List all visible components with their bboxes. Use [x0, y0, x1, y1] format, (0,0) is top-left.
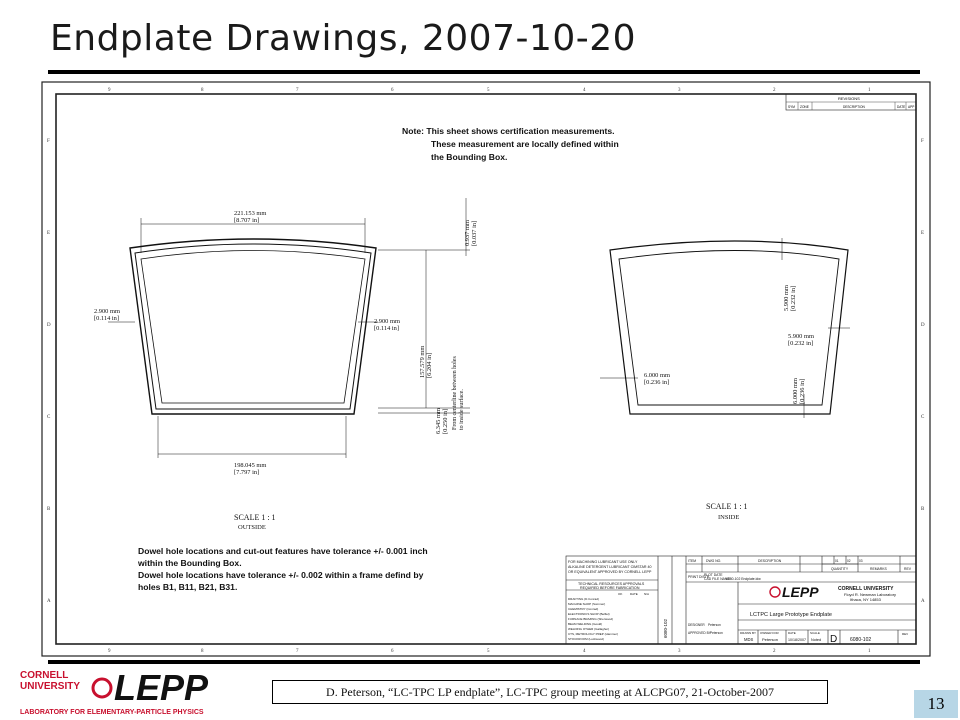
- page-number: 13: [914, 690, 958, 718]
- title-underline: [48, 70, 920, 74]
- zone-col-label: 1: [868, 649, 871, 654]
- dim-inside-right-edge-in: [0.232 in]: [788, 340, 814, 347]
- scale-inside-view: INSIDE: [718, 514, 740, 521]
- note-line: These measurement are locally defined within: [431, 139, 619, 149]
- engineering-drawing: [38, 78, 934, 660]
- approval-col: DATE: [630, 592, 638, 596]
- zone-col-label: 5: [487, 649, 490, 654]
- tolerance-line: holes B1, B11, B21, B31.: [138, 582, 238, 592]
- zone-col-label: 8: [201, 88, 204, 93]
- tolerance-line: within the Bounding Box.: [138, 558, 242, 568]
- logo-wordmark: LEPP: [114, 667, 209, 708]
- approval-row: ELECTRONICS SHOP (Belfiel): [568, 612, 610, 616]
- parts-col: ITEM: [688, 559, 697, 563]
- tolerance-line: Dowel hole locations have tolerance +/- 0.002 within a frame defind by: [138, 570, 424, 580]
- logo-circle-mark: [93, 679, 111, 697]
- side-dwg-no: 6080-102: [663, 618, 668, 638]
- parts-col: REV: [904, 567, 911, 571]
- dim-left-edge: 2.900 mm: [94, 308, 120, 315]
- tolerance-line: Dowel hole locations and cut-out features have tolerance +/- 0.001 inch: [138, 546, 428, 556]
- zone-row-label: D: [47, 323, 51, 328]
- dim-bottom-width: 198.045 mm: [234, 462, 267, 469]
- approval-row: DRAFTING (D.Conrad): [568, 597, 600, 601]
- dim-top-width-in: [8.707 in]: [234, 217, 260, 224]
- centerline-note: to inside surface.: [459, 389, 465, 430]
- logo-university: UNIVERSITY: [20, 681, 81, 692]
- approval-row: FURNACE BRAZING (Sherwood): [568, 617, 614, 621]
- approval-row: STOCKROOM (Lockwood): [568, 637, 604, 641]
- dim-inside-bottom-right: 6.000 mm: [792, 378, 799, 404]
- tb-lab: Floyd R. Newman Laboratory: [844, 592, 897, 597]
- plot-date-label: PLOT DATE: [704, 573, 723, 577]
- zone-row-label: F: [921, 139, 924, 144]
- zone-row-label: D: [921, 323, 925, 328]
- qty-col: 01: [835, 559, 839, 563]
- logo-tagline: LABORATORY FOR ELEMENTARY-PARTICLE PHYSICS: [20, 709, 204, 716]
- zone-col-label: 3: [678, 649, 681, 654]
- tb-part-title: LCTPC Large Prototype Endplate: [750, 612, 832, 618]
- approval-row: WELDING OTHER (Gallagher): [568, 627, 610, 631]
- zone-row-label: C: [921, 415, 925, 420]
- approved-label: APPROVED BY: [688, 631, 711, 635]
- dim-right-edge-in: [0.114 in]: [374, 325, 399, 332]
- tech-resources: TECHNICAL RESOURCES APPROVALS: [578, 582, 645, 586]
- zone-col-label: 3: [678, 88, 681, 93]
- approval-row: BEAM WELDING (Gould): [568, 622, 603, 626]
- revisions-col: APP: [908, 105, 915, 109]
- approval-row: CTS, METROLOGY PREP (Hammer): [568, 632, 619, 636]
- dim-inside-top-right-in: [0.232 in]: [790, 285, 797, 311]
- zone-row-label: B: [47, 507, 51, 512]
- scale-inside: SCALE 1 : 1: [706, 502, 748, 511]
- tb-drawn-by-label: DRAWN BY: [740, 631, 757, 635]
- dim-top-offset: 0.937 mm: [464, 220, 471, 246]
- zone-col-label: 5: [487, 88, 490, 93]
- revisions-col: DATE: [897, 105, 906, 109]
- revisions-header: REVISIONS: [838, 96, 860, 101]
- dim-inside-right-edge: 5.900 mm: [788, 333, 814, 340]
- tb-date: 10/18/2007: [788, 638, 806, 642]
- centerline-note: From centerline between holes: [452, 356, 458, 430]
- footer-citation: D. Peterson, “LC-TPC LP endplate”, LC-TPC group meeting at ALCPG07, 21-October-2007: [272, 680, 828, 704]
- note-line: Note: This sheet shows certification measurements.: [402, 126, 615, 136]
- print-label: PRINT DISTR: [688, 575, 710, 579]
- zone-row-label: F: [47, 139, 50, 144]
- revisions-col: SYM: [788, 105, 795, 109]
- dim-inside-bottom-right-in: [0.236 in]: [799, 378, 806, 404]
- dim-left-edge-in: [0.114 in]: [94, 315, 119, 322]
- zone-col-label: 4: [583, 88, 586, 93]
- tb-city: Ithaca, NY 14853: [850, 597, 881, 602]
- zone-row-label: A: [47, 599, 51, 604]
- qty-col: 02: [847, 559, 851, 563]
- tb-rev-label: REV: [902, 632, 909, 636]
- machining-note: OR EQUIVALENT APPROVED BY CORNELL LEPP: [568, 570, 652, 574]
- parts-col: QUANTITY: [831, 567, 849, 571]
- approval-row: CHEMISTRY (Conrad): [568, 607, 599, 611]
- approval-col: OK: [618, 592, 623, 596]
- tb-scale-label: SCALE: [810, 631, 820, 635]
- dim-bottom-width-in: [7.797 in]: [234, 469, 260, 476]
- parts-col: REMARKS: [870, 567, 887, 571]
- approval-row: MACHINE SHOP (Sommer): [568, 602, 606, 606]
- zone-col-label: 1: [868, 88, 871, 93]
- tb-owner: Peterson: [762, 637, 779, 642]
- machining-note: ALKALINE DETERGENT LUBRICANT CIMSTAR 40: [568, 565, 652, 569]
- logo-cornell: CORNELL: [20, 670, 69, 681]
- dim-inside-left-edge-in: [0.236 in]: [644, 379, 670, 386]
- dim-bottom-offset-in: [0.250 in]: [442, 408, 449, 434]
- cad-file-label: CAD FILE NAME: [704, 577, 730, 581]
- tech-resources: REQUIRED BEFORE FABRICATION: [580, 586, 640, 590]
- approved-value: Peterson: [710, 631, 723, 635]
- qty-col: 03: [859, 559, 863, 563]
- zone-col-label: 2: [773, 649, 776, 654]
- zone-row-label: B: [921, 507, 925, 512]
- dim-right-edge: 2.900 mm: [374, 318, 400, 325]
- zone-col-label: 7: [296, 649, 299, 654]
- dim-height-in: [6.204 in]: [426, 352, 433, 378]
- zone-col-label: 6: [391, 649, 394, 654]
- dim-height: 157.579 mm: [419, 345, 426, 378]
- zone-col-label: 4: [583, 649, 586, 654]
- machining-note: FOR MACHINING LUBRICANT USE ONLY: [568, 560, 638, 564]
- tb-date-label: DATE: [788, 631, 796, 635]
- zone-col-label: 2: [773, 88, 776, 93]
- zone-row-label: E: [47, 231, 51, 236]
- tb-owner-label: OWNER FOR: [760, 631, 779, 635]
- designer-value: Peterson: [708, 623, 721, 627]
- tb-university: CORNELL UNIVERSITY: [838, 586, 894, 592]
- scale-outside-view: OUTSIDE: [238, 524, 266, 531]
- note-line: the Bounding Box.: [431, 152, 508, 162]
- parts-col: DESCRIPTION: [758, 559, 782, 563]
- dim-top-width: 221.153 mm: [234, 210, 267, 217]
- tb-logo-wordmark: LEPP: [782, 584, 819, 600]
- zone-row-label: C: [47, 415, 51, 420]
- zone-col-label: 7: [296, 88, 299, 93]
- approval-col: N/A: [644, 592, 650, 596]
- dim-bottom-offset: 6.345 mm: [435, 408, 442, 434]
- scale-outside: SCALE 1 : 1: [234, 513, 276, 522]
- cad-file-value: 6080-102 Endplate.idw: [726, 577, 761, 581]
- parts-col: DWG NO.: [706, 559, 722, 563]
- zone-col-label: 9: [108, 649, 111, 654]
- slide-title: Endplate Drawings, 2007-10-20: [50, 18, 637, 59]
- dim-inside-top-right: 5.900 mm: [783, 285, 790, 311]
- revisions-col: ZONE: [800, 105, 809, 109]
- tb-size: D: [830, 634, 838, 645]
- zone-row-label: A: [921, 599, 925, 604]
- designer-label: DESIGNER: [688, 623, 705, 627]
- zone-col-label: 9: [108, 88, 111, 93]
- tb-scale: Noted: [811, 638, 822, 642]
- tb-dwg-no: 6080-102: [850, 637, 872, 643]
- zone-col-label: 8: [201, 649, 204, 654]
- dim-top-offset-in: [0.037 in]: [471, 220, 478, 246]
- zone-row-label: E: [921, 231, 925, 236]
- zone-col-label: 6: [391, 88, 394, 93]
- dim-inside-left-edge: 6.000 mm: [644, 372, 670, 379]
- lepp-logo: [18, 664, 228, 720]
- tb-drawn-by: MDS: [744, 637, 754, 642]
- revisions-col: DESCRIPTION: [843, 105, 865, 109]
